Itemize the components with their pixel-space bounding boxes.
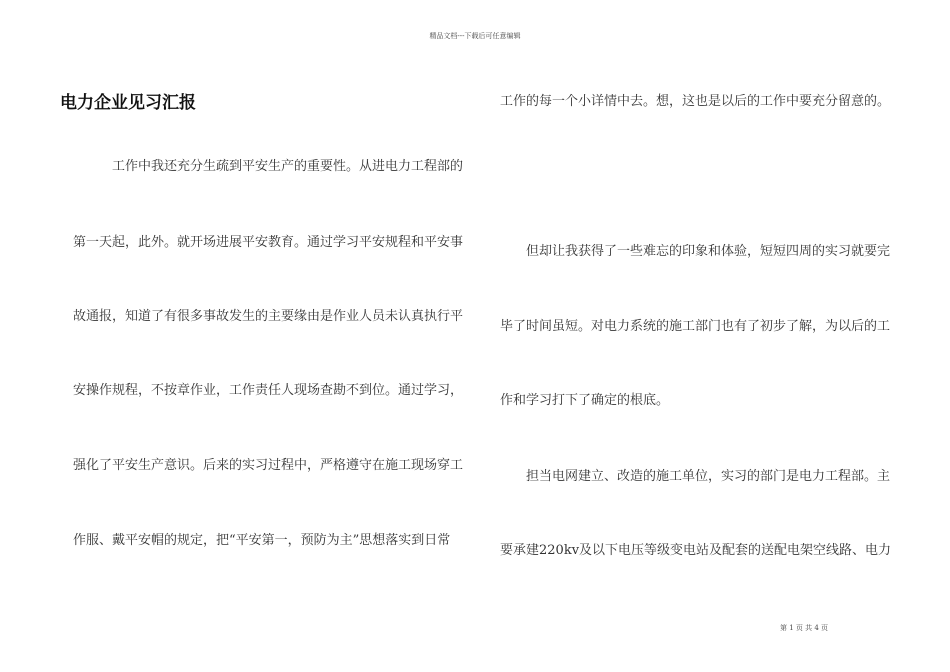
paragraph-line: 强化了平安生产意识。后来的实习过程中，严格遵守在施工现场穿工 <box>73 458 464 473</box>
paragraph-line: 担当电网建立、改造的施工单位，实习的部门是电力工程部。主 <box>500 469 891 484</box>
document-title: 电力企业见习汇报 <box>60 93 196 113</box>
paragraph-line: 安操作规程，不按章作业，工作责任人现场查勘不到位。通过学习， <box>73 383 464 398</box>
paragraph-line: 但却让我获得了一些难忘的印象和体验，短短四周的实习就要完 <box>500 244 891 259</box>
paragraph-line: 故通报，知道了有很多事故发生的主要缘由是作业人员未认真执行平 <box>73 309 464 324</box>
paragraph-line: 第一天起，此外。就开场进展平安教育。通过学习平安规程和平安事 <box>73 235 464 250</box>
paragraph-line: 工作中我还充分生疏到平安生产的重要性。从进电力工程部的 <box>73 159 464 174</box>
paragraph-line: 作服、戴平安帽的规定，把“平安第一，预防为主”思想落实到日常 <box>73 533 451 548</box>
paragraph-line: 毕了时间虽短。对电力系统的施工部门也有了初步了解，为以后的工 <box>500 319 891 334</box>
paragraph-line: 工作的每一个小详情中去。想，这也是以后的工作中要充分留意的。 <box>500 94 891 109</box>
page-number-footer: 第 1 页 共 4 页 <box>780 624 829 632</box>
paragraph-line: 要承建220kv及以下电压等级变电站及配套的送配电架空线路、电力 <box>500 543 892 558</box>
paragraph-line: 作和学习打下了确定的根底。 <box>500 393 670 408</box>
page-header: 精品文档---下载后可任意编辑 <box>429 32 521 40</box>
